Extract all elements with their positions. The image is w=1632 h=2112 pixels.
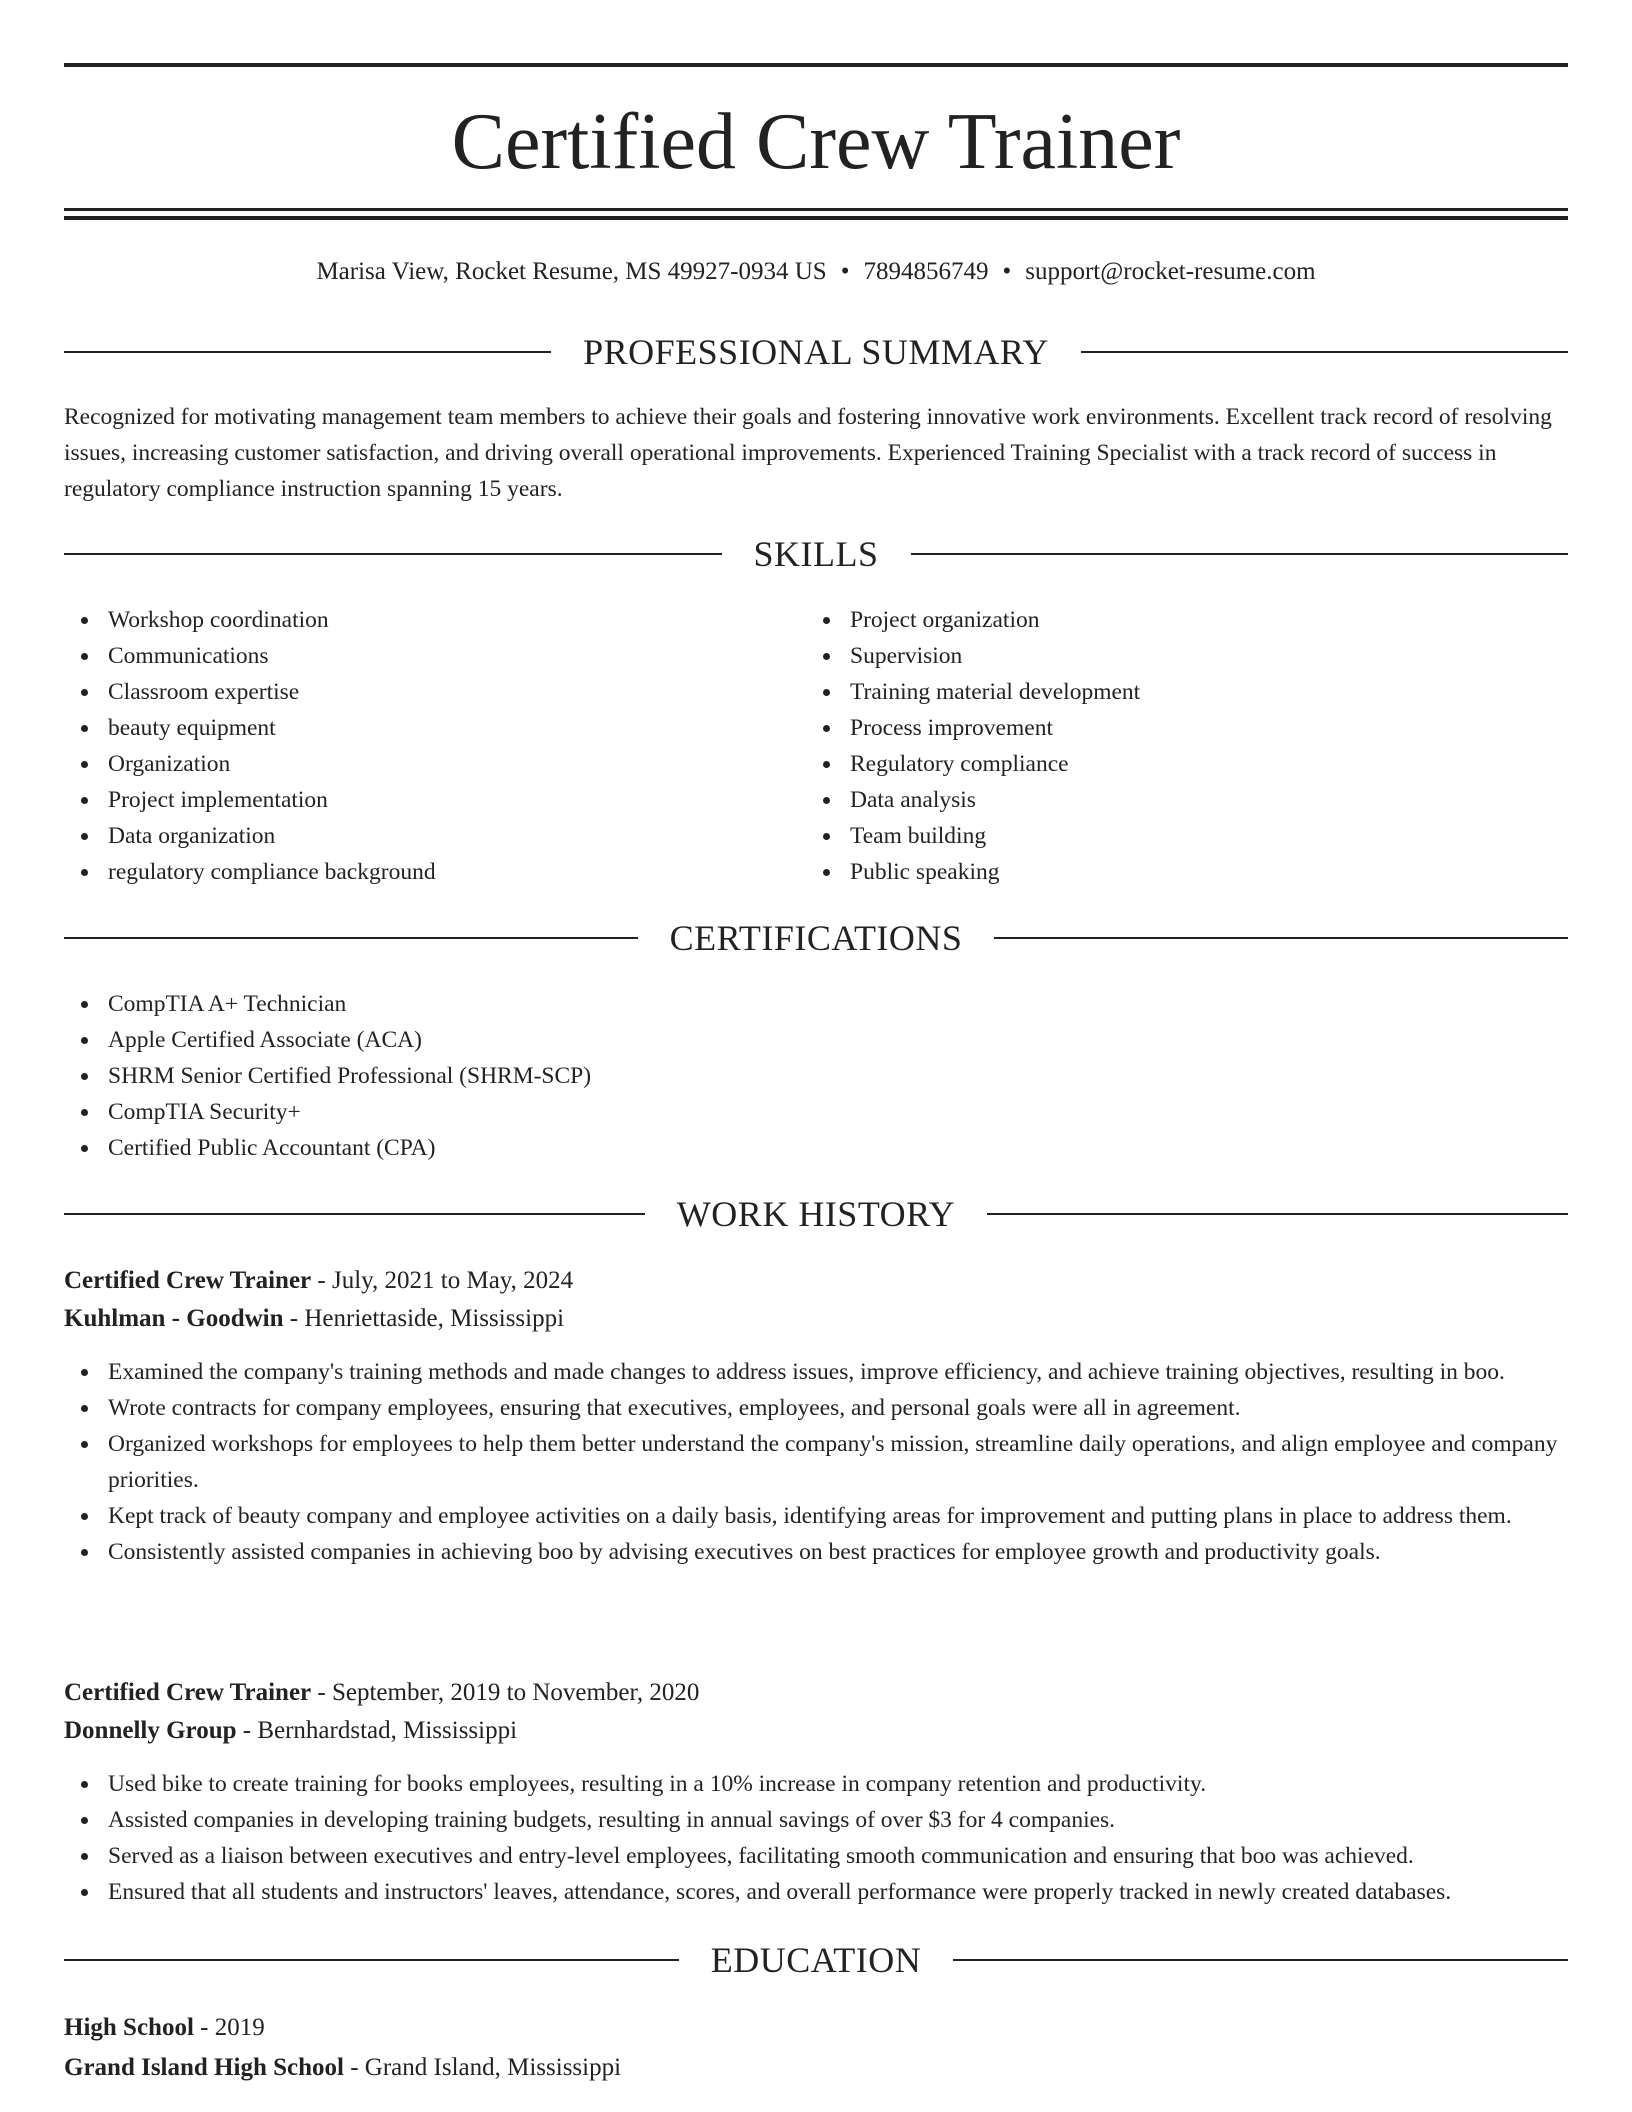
skills-column-left: [64, 602, 806, 890]
contact-address: Marisa View, Rocket Resume, MS 49927-0934 US: [316, 258, 827, 285]
skill-item: Project organization: [806, 602, 1568, 638]
section-rule: [64, 351, 551, 353]
section-title: CERTIFICATIONS: [669, 918, 963, 958]
certification-item: Apple Certified Associate (ACA): [64, 1022, 1568, 1058]
skill-item: Project implementation: [64, 782, 806, 818]
job-bullet: Wrote contracts for company employees, ensuring that executives, employees, and personal goals were all in agreement.: [64, 1390, 1568, 1426]
job-location: - Henriettaside, Mississippi: [283, 1305, 565, 1332]
section-rule: [1081, 351, 1568, 353]
education-school-line: [64, 2048, 1568, 2088]
job-company: Kuhlman - Goodwin: [64, 1305, 284, 1332]
skill-item: beauty equipment: [64, 710, 806, 746]
skills-column-right: [806, 602, 1568, 890]
job-company: Donnelly Group: [64, 1717, 237, 1744]
education-entry: [64, 2008, 1568, 2088]
section-rule: [64, 553, 722, 555]
job-bullet: Ensured that all students and instructors' leaves, attendance, scores, and overall performance were properly tracked in newly created databases.: [64, 1874, 1568, 1910]
skill-item: Public speaking: [806, 854, 1568, 890]
job-entry: [64, 1674, 1568, 1910]
contact-separator: •: [1002, 258, 1012, 285]
skill-item: Workshop coordination: [64, 602, 806, 638]
skill-item: Communications: [64, 638, 806, 674]
resume-title: Certified Crew Trainer: [451, 98, 1181, 186]
contact-line: [64, 252, 1568, 292]
skill-item: regulatory compliance background: [64, 854, 806, 890]
contact-email[interactable]: support@rocket-resume.com: [1025, 258, 1316, 285]
job-company-line: [64, 1300, 1568, 1338]
education-school: Grand Island High School: [64, 2054, 344, 2081]
summary-text: Recognized for motivating management team members to achieve their goals and fostering innovative work environments. Excellent track record of resolving issues, increasing customer satisfaction, and driving overall operational improvements. Experienced Training Specialist with a track record of success in regulatory compliance instruction spanning 15 years.: [64, 404, 1552, 502]
job-bullet: Consistently assisted companies in achieving boo by advising executives on best practices for employee growth and productivity goals.: [64, 1534, 1568, 1570]
job-dates: - July, 2021 to May, 2024: [311, 1267, 574, 1294]
education-degree: High School: [64, 2014, 194, 2041]
job-title-line: [64, 1262, 1568, 1300]
contact-phone: 7894856749: [863, 258, 989, 285]
skill-item: Training material development: [806, 674, 1568, 710]
skill-item: Organization: [64, 746, 806, 782]
certifications-list: [64, 986, 1568, 1166]
skill-item: Process improvement: [806, 710, 1568, 746]
contact-separator: •: [840, 258, 850, 285]
title-rule-lower: [64, 216, 1568, 220]
job-bullets: [64, 1766, 1568, 1910]
section-rule: [64, 1213, 645, 1215]
job-title: Certified Crew Trainer: [64, 1267, 312, 1294]
education-year: - 2019: [193, 2014, 265, 2041]
section-rule: [994, 937, 1568, 939]
section-header-summary: [64, 330, 1568, 374]
job-bullet: Served as a liaison between executives and entry-level employees, facilitating smooth communication and ensuring that boo was achieved.: [64, 1838, 1568, 1874]
job-bullet: Examined the company's training methods and made changes to address issues, improve efficiency, and achieve training objectives, resulting in boo.: [64, 1354, 1568, 1390]
section-header-certifications: [64, 916, 1568, 960]
job-bullet: Kept track of beauty company and employee activities on a daily basis, identifying areas for improvement and putting plans in place to address them.: [64, 1498, 1568, 1534]
certification-item: SHRM Senior Certified Professional (SHRM-SCP): [64, 1058, 1568, 1094]
certification-item: CompTIA A+ Technician: [64, 986, 1568, 1022]
section-header-education: [64, 1938, 1568, 1982]
skill-item: Classroom expertise: [64, 674, 806, 710]
section-title: WORK HISTORY: [676, 1194, 956, 1234]
job-title: Certified Crew Trainer: [64, 1679, 312, 1706]
section-rule: [953, 1959, 1568, 1961]
section-rule: [987, 1213, 1568, 1215]
job-company-line: [64, 1712, 1568, 1750]
title-rule-upper: [64, 208, 1568, 211]
section-header-work-history: [64, 1192, 1568, 1236]
job-dates: - September, 2019 to November, 2020: [311, 1679, 700, 1706]
job-entry: [64, 1262, 1568, 1570]
top-rule: [64, 63, 1568, 67]
job-bullet: Used bike to create training for books employees, resulting in a 10% increase in company retention and productivity.: [64, 1766, 1568, 1802]
skill-item: Regulatory compliance: [806, 746, 1568, 782]
section-rule: [64, 1959, 679, 1961]
certification-item: CompTIA Security+: [64, 1094, 1568, 1130]
skill-item: Supervision: [806, 638, 1568, 674]
skill-item: Team building: [806, 818, 1568, 854]
section-rule: [911, 553, 1569, 555]
section-header-skills: [64, 532, 1568, 576]
job-location: - Bernhardstad, Mississippi: [236, 1717, 518, 1744]
education-location: - Grand Island, Mississippi: [343, 2054, 622, 2081]
job-title-line: [64, 1674, 1568, 1712]
section-title: PROFESSIONAL SUMMARY: [583, 332, 1049, 372]
job-bullet: Organized workshops for employees to help them better understand the company's mission, streamline daily operations, and align employee and company priorities.: [64, 1426, 1568, 1498]
section-title: EDUCATION: [710, 1940, 922, 1980]
job-bullet: Assisted companies in developing training budgets, resulting in annual savings of over $3 for 4 companies.: [64, 1802, 1568, 1838]
education-degree-line: [64, 2008, 1568, 2048]
skill-item: Data analysis: [806, 782, 1568, 818]
certification-item: Certified Public Accountant (CPA): [64, 1130, 1568, 1166]
section-rule: [64, 937, 638, 939]
job-bullets: [64, 1354, 1568, 1570]
skill-item: Data organization: [64, 818, 806, 854]
section-title: SKILLS: [753, 534, 879, 574]
